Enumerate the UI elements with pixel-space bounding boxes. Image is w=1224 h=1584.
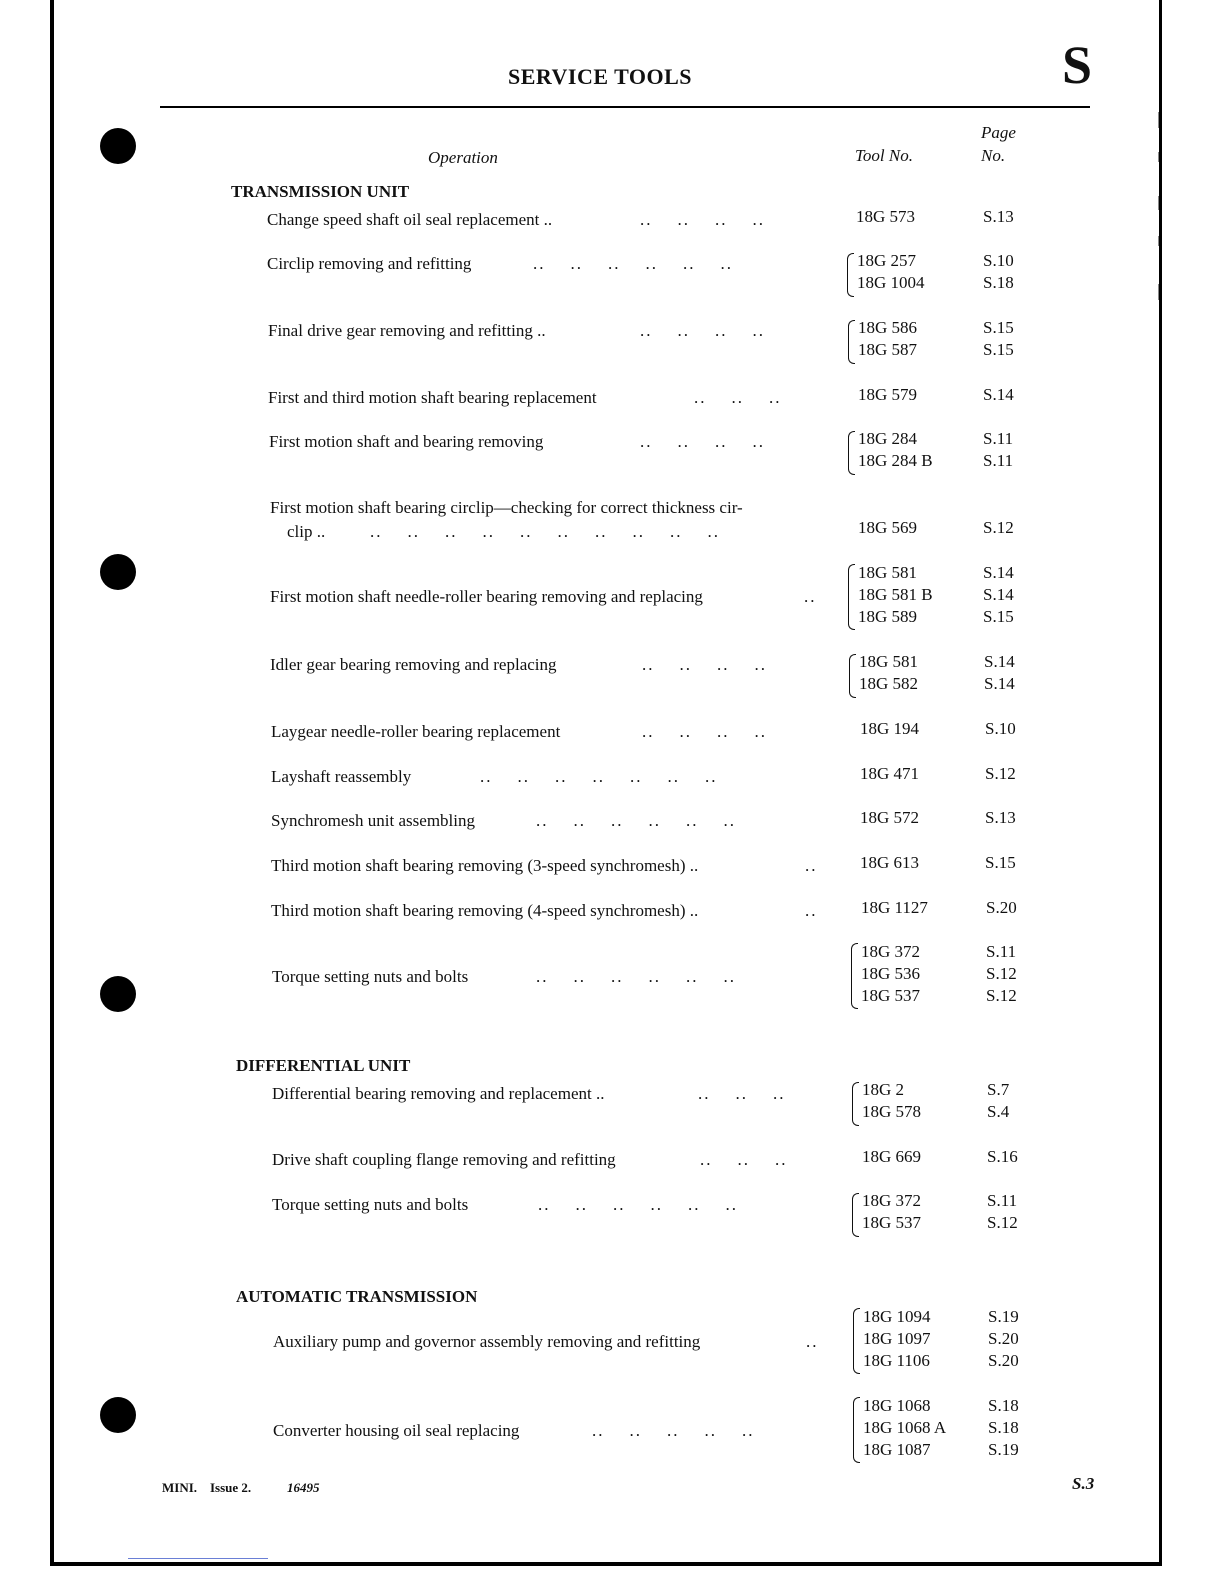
leader-dots: .. .. ..	[700, 1150, 788, 1169]
page-ref: S.11	[983, 429, 1014, 448]
leader-dots: .. .. .. .. .. ..	[538, 1195, 738, 1214]
leader-dots: ..	[805, 901, 818, 920]
operation-text: First motion shaft and bearing removing	[269, 432, 544, 451]
tool-number: 18G 372	[862, 1191, 922, 1210]
page-ref: S.12	[985, 764, 1016, 783]
tool-group-brace	[848, 564, 855, 630]
tool-number: 18G 1094	[863, 1307, 931, 1326]
page-ref: S.4	[987, 1102, 1010, 1121]
header-rule	[160, 106, 1090, 108]
tool-number: 18G 537	[861, 986, 921, 1005]
operation-text: Idler gear bearing removing and replacing	[270, 655, 557, 674]
operation-text: Auxiliary pump and governor assembly removing and refitting	[273, 1332, 701, 1351]
page-ref: S.14	[984, 674, 1015, 693]
tool-number: 18G 586	[858, 318, 918, 337]
page-ref: S.19	[988, 1307, 1019, 1326]
operation-text: First motion shaft needle-roller bearing removing and replacing	[270, 587, 703, 606]
tool-number: 18G 1068 A	[863, 1418, 947, 1437]
leader-dots: .. .. .. ..	[640, 210, 765, 229]
leader-dots: ..	[805, 856, 818, 875]
page-ref: S.13	[983, 207, 1014, 226]
tool-number: 18G 589	[858, 607, 918, 626]
page-ref: S.14	[983, 585, 1014, 604]
page-ref: S.20	[986, 898, 1017, 917]
tool-group-brace	[848, 320, 855, 364]
tool-number: 18G 1004	[857, 273, 925, 292]
footer-issue: Issue 2.	[210, 1480, 252, 1495]
scan-mark	[1158, 112, 1159, 128]
page-ref: S.15	[985, 853, 1016, 872]
scan-mark	[1158, 152, 1159, 162]
page-ref: S.14	[983, 385, 1014, 404]
scan-underline	[128, 1558, 268, 1559]
tool-group-brace	[849, 654, 856, 698]
binder-hole	[100, 554, 136, 590]
operation-text: Layshaft reassembly	[271, 767, 412, 786]
page-ref: S.12	[987, 1213, 1018, 1232]
leader-dots: .. .. .. ..	[640, 432, 765, 451]
binder-hole	[100, 976, 136, 1012]
page-border-bottom	[50, 1562, 1162, 1566]
tool-group-brace	[853, 1308, 860, 1374]
tool-number: 18G 1106	[863, 1351, 930, 1370]
leader-dots: .. .. .. .. ..	[592, 1421, 755, 1440]
tool-group-brace	[851, 943, 858, 1009]
tool-number: 18G 194	[860, 719, 920, 738]
operation-text: Torque setting nuts and bolts	[272, 967, 469, 986]
tool-number: 18G 578	[862, 1102, 922, 1121]
leader-dots: .. .. .. ..	[642, 655, 767, 674]
tool-number: 18G 669	[862, 1147, 922, 1166]
leader-dots: .. .. .. .. .. ..	[533, 254, 733, 273]
tool-group-brace	[853, 1397, 860, 1463]
footer-reference: 16495	[287, 1480, 320, 1495]
tool-number: 18G 1097	[863, 1329, 931, 1348]
tool-number: 18G 569	[858, 518, 918, 537]
operation-text: Final drive gear removing and refitting ..	[268, 321, 546, 340]
column-header-page-no: No.	[981, 146, 1006, 165]
leader-dots: .. .. .. .. .. .. ..	[480, 767, 718, 786]
tool-number: 18G 1127	[861, 898, 928, 917]
column-header-tool: Tool No.	[855, 146, 913, 165]
operation-text: Synchromesh unit assembling	[271, 811, 475, 830]
tool-number: 18G 581	[858, 563, 918, 582]
page-ref: S.20	[988, 1351, 1019, 1370]
tool-number: 18G 284	[858, 429, 918, 448]
tool-group-brace	[852, 1193, 859, 1237]
page-ref: S.11	[986, 942, 1017, 961]
page-ref: S.18	[988, 1396, 1019, 1415]
column-header-page: Page	[981, 123, 1016, 142]
leader-dots: ..	[806, 1332, 819, 1351]
page-ref: S.18	[983, 273, 1014, 292]
operation-text: Torque setting nuts and bolts	[272, 1195, 469, 1214]
page-ref: S.14	[984, 652, 1015, 671]
tool-number: 18G 579	[858, 385, 918, 404]
page-ref: S.10	[983, 251, 1014, 270]
page-ref: S.20	[988, 1329, 1019, 1348]
tool-number: 18G 581 B	[858, 585, 933, 604]
tool-number: 18G 257	[857, 251, 917, 270]
page-ref: S.11	[983, 451, 1014, 470]
tool-number: 18G 537	[862, 1213, 922, 1232]
section-heading-automatic: AUTOMATIC TRANSMISSION	[236, 1287, 478, 1306]
tool-number: 18G 1087	[863, 1440, 931, 1459]
page-ref: S.14	[983, 563, 1014, 582]
leader-dots: .. .. ..	[694, 388, 782, 407]
leader-dots: ..	[804, 587, 817, 606]
column-header-operation: Operation	[428, 148, 498, 167]
leader-dots: .. .. .. ..	[642, 722, 767, 741]
page-ref: S.15	[983, 340, 1014, 359]
tool-number: 18G 572	[860, 808, 920, 827]
tool-number: 18G 1068	[863, 1396, 931, 1415]
page-ref: S.12	[983, 518, 1014, 537]
tool-number: 18G 613	[860, 853, 920, 872]
page-title: SERVICE TOOLS	[507, 64, 693, 89]
page-ref: S.7	[987, 1080, 1010, 1099]
scan-mark	[1158, 196, 1159, 210]
tool-number: 18G 581	[859, 652, 919, 671]
page-border-left	[50, 0, 54, 1566]
tool-number: 18G 536	[861, 964, 921, 983]
tool-number: 18G 587	[858, 340, 918, 359]
tool-number: 18G 2	[862, 1080, 905, 1099]
operation-text-continued: clip ..	[287, 522, 326, 541]
tool-group-brace	[848, 431, 855, 475]
leader-dots: .. .. .. .. .. .. .. .. .. ..	[370, 522, 720, 541]
leader-dots: .. .. ..	[698, 1084, 786, 1103]
leader-dots: .. .. .. .. .. ..	[536, 811, 736, 830]
section-heading-differential: DIFFERENTIAL UNIT	[236, 1056, 411, 1075]
section-letter: S	[1062, 35, 1093, 95]
tool-number: 18G 582	[859, 674, 919, 693]
page-ref: S.12	[986, 986, 1017, 1005]
page-number: S.3	[1072, 1474, 1095, 1493]
operation-text: First motion shaft bearing circlip—checking for correct thickness cir-	[270, 498, 743, 517]
footer-model: MINI.	[162, 1480, 198, 1495]
page-ref: S.18	[988, 1418, 1019, 1437]
tool-group-brace	[847, 253, 854, 297]
operation-text: Circlip removing and refitting	[267, 254, 472, 273]
tool-group-brace	[852, 1082, 859, 1126]
operation-text: Drive shaft coupling flange removing and refitting	[272, 1150, 616, 1169]
page-ref: S.15	[983, 607, 1014, 626]
operation-text: Third motion shaft bearing removing (3-speed synchromesh) ..	[271, 856, 699, 875]
page-ref: S.16	[987, 1147, 1018, 1166]
tool-number: 18G 284 B	[858, 451, 933, 470]
operation-text: First and third motion shaft bearing replacement	[268, 388, 597, 407]
operation-text: Third motion shaft bearing removing (4-speed synchromesh) ..	[271, 901, 699, 920]
operation-text: Converter housing oil seal replacing	[273, 1421, 520, 1440]
leader-dots: .. .. .. .. .. ..	[536, 967, 736, 986]
binder-hole	[100, 128, 136, 164]
page-ref: S.13	[985, 808, 1016, 827]
leader-dots: .. .. .. ..	[640, 321, 765, 340]
page-ref: S.11	[987, 1191, 1018, 1210]
tool-number: 18G 471	[860, 764, 920, 783]
operation-text: Change speed shaft oil seal replacement ..	[267, 210, 553, 229]
operation-text: Differential bearing removing and replacement ..	[272, 1084, 605, 1103]
page-ref: S.10	[985, 719, 1016, 738]
page-ref: S.19	[988, 1440, 1019, 1459]
scan-mark	[1158, 236, 1159, 246]
binder-hole	[100, 1397, 136, 1433]
section-heading-transmission: TRANSMISSION UNIT	[231, 182, 410, 201]
page-ref: S.15	[983, 318, 1014, 337]
page-border-right	[1159, 0, 1162, 1566]
scan-mark	[1158, 284, 1159, 300]
operation-text: Laygear needle-roller bearing replacement	[271, 722, 561, 741]
tool-number: 18G 573	[856, 207, 916, 226]
tool-number: 18G 372	[861, 942, 921, 961]
page-ref: S.12	[986, 964, 1017, 983]
